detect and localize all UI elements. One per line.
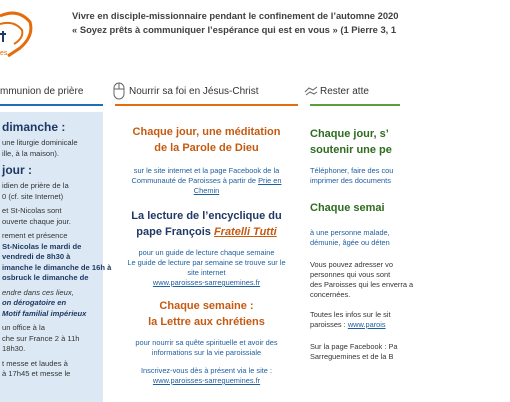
send-text-3: des Paroisses qui les enverra a [310, 280, 414, 289]
church-text-2: ouverte chaque jour. [2, 216, 71, 226]
hands-icon [304, 84, 318, 98]
logo-text: es [0, 50, 8, 57]
daily-text-2: 0 (cf. site Internet) [2, 191, 64, 201]
weekly-heading: Chaque semai [310, 202, 385, 214]
column-heading-prayer-label: mmunion de prière [0, 86, 84, 97]
weekly-letter-heading-1: Chaque semaine : [159, 300, 254, 312]
encyclical-heading [115, 208, 298, 240]
header-quote: « Soyez prêts à communiquer l’espérance qui est en vous » (1 Pierre 3, 1 [72, 24, 397, 35]
sunday-text-1: une liturgie dominicale [2, 138, 78, 147]
presence-text-3: vendredi de 8h30 à [2, 252, 71, 261]
church-text-1: et St-Nicolas sont [2, 206, 62, 215]
tv-office-text-1: un office à la [2, 323, 45, 332]
meditation-description: sur le site internet et la page Facebook de la Communauté de Paroisses à partir de [131, 166, 280, 185]
info-text-1: Toutes les infos sur le sit [310, 310, 391, 319]
column-divider-faith [115, 104, 298, 106]
header-title: Vivre en disciple-missionnaire pendant le confinement de l’automne 2020 [72, 10, 399, 21]
parish-site-link-2[interactable]: www.paroisses-sarreguemines.fr [152, 376, 261, 385]
prie-en-chemin-link[interactable]: Prie en Chemin [193, 176, 282, 195]
sunday-heading: dimanche : [2, 120, 66, 134]
prayer-column [0, 112, 112, 402]
mass-text-2: à 17h45 et messe le [2, 369, 71, 378]
presence-text-2: St-Nicolas le mardi de [2, 241, 82, 251]
fratelli-tutti-title: Fratelli Tutti [213, 226, 277, 238]
encyclical-heading-prefix: La lecture de l’encyclique du pape François [131, 210, 282, 238]
derogation-text-2: on dérogatoire en [2, 298, 67, 307]
column-divider-prayer [0, 104, 103, 106]
derogation-text-1: endre dans ces lieux, [2, 287, 74, 297]
faith-column [115, 112, 298, 386]
encyclical-text-2: Le guide de lecture par semaine se trouve sur le site internet [127, 258, 286, 277]
presence-text-5: osbruck le dimanche de [2, 273, 89, 282]
presence-text-4: imanche le dimanche de 16h à [2, 262, 112, 272]
send-text-1: Vous pouvez adresser vo [310, 260, 393, 269]
weekly-text-2: démunie, âgée ou déten [310, 238, 390, 247]
tv-office-text-3: 18h30. [2, 344, 26, 353]
column-heading-faith [129, 86, 258, 97]
mass-text-1: t messe et laudes à [2, 358, 68, 368]
column-divider-attention [310, 104, 400, 106]
encyclical-text-1: pour un guide de lecture chaque semaine [138, 248, 275, 257]
send-text-4: concernées. [310, 290, 351, 299]
support-text-1: Téléphoner, faire des cou [310, 166, 394, 175]
support-text-2: imprimer des documents [310, 176, 391, 185]
weekly-letter-text: pour nourrir sa quête spirituelle et avoir des informations sur la vie paroissiale [135, 338, 278, 357]
sunday-text-2: ille, à la maison). [2, 148, 59, 158]
tv-office-text-2: che sur France 2 à 11h [2, 333, 80, 343]
daily-heading: jour : [2, 163, 32, 177]
weekly-text-1: à une personne malade, [310, 228, 390, 237]
derogation-text-3: Motif familial impérieux [2, 308, 87, 318]
column-heading-prayer [0, 86, 83, 97]
column-heading-faith-label: Nourrir sa foi en Jésus-Christ [129, 86, 259, 97]
column-heading-attention-label: Rester atte [320, 86, 369, 97]
parish-site-link-1[interactable]: www.paroisses-sarreguemines.fr [152, 278, 261, 287]
support-heading-1: Chaque jour, s’ [310, 128, 389, 140]
attention-column [310, 112, 510, 362]
facebook-text-2: Sarreguemines et de la B [310, 352, 394, 361]
meditation-text [115, 166, 298, 196]
subscribe-text: Inscrivez-vous dès à présent via le site : [140, 366, 273, 375]
weekly-letter-heading-2: la Lettre aux chrétiens [148, 316, 265, 328]
send-text-2: personnes qui vous sont [310, 270, 391, 279]
parish-site-link-3[interactable]: www.parois [347, 320, 386, 329]
presence-text-1: rement et présence [2, 231, 68, 240]
meditation-heading: Chaque jour, une méditation de la Parole de Dieu [132, 126, 281, 154]
info-text-2-label: paroisses : [310, 320, 346, 329]
column-heading-attention [320, 86, 369, 97]
daily-text-1: idien de prière de la [2, 181, 69, 190]
facebook-text-1: Sur la page Facebook : Pa [310, 342, 398, 351]
support-heading-2: soutenir une pe [310, 144, 392, 156]
mouse-icon [113, 82, 125, 100]
info-text-2 [310, 320, 510, 330]
